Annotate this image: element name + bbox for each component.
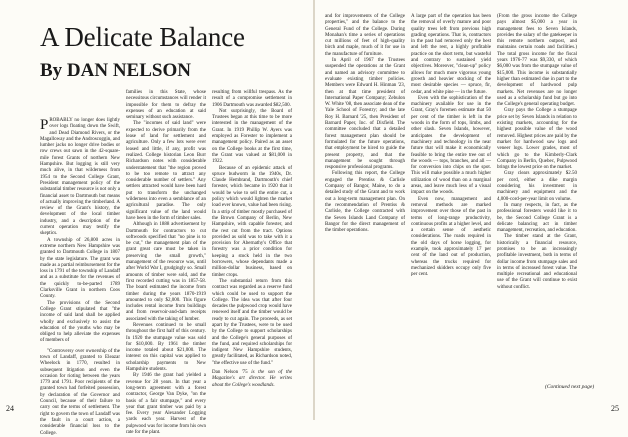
left-column-2 [126,90,206,436]
author-bio-name: Dan Nelson '75 [212,370,248,376]
right-column-1 [325,14,405,406]
paragraph: Although in 1888 advertisement by Dartmouth for contractors to cut softwoods specified that "no pine is to be cut," the management plan of the grant great care must be taken in preserving the small growth," management of the resource was, until after World War I, grudgingly so. Small amounts of timber were sold, and the first recorded cutting was in 1857-58. The board estimated the income from timber during the years 1870-1919 amounted to only $2,000. This figure includes rental income from buildings and from reservoir-and-dam receipts associated with the taking of lumber. [126,222,206,322]
paragraph: Gray pays the College a stumpage price set by Seven Islands in relation to existing markets, accounting for the highest possible value of the wood removed. Highest prices are paid by the market for hardwood saw logs and veneer logs. Lower grades, most of which go to the Kimberly-Clark Company in Berlin, Quebec, Pulpwood brings the lowest price on the market. [497,108,577,171]
paragraph: The provisions of the Second College Grant stipulated that "the income of said land shall be applied wholly and exclusively to assist the education of the youths who may be obliged to help alleviate the expenses of members of [40,300,120,344]
paragraph: The timber stand at the Grant, historically a financial resource, promises to be an increasingly profitable investment, both in terms of dollar income from stumpage sales and in terms of increased forest value. The multiple recreational and educational use of the Grant will continue to exist without conflict. [497,234,577,290]
drop-cap: P [40,117,49,133]
left-page [0,0,313,436]
paragraph: resulting from willful trespass. As the result of a compromise settlement in 1906 Dartmouth was awarded $82,500. [212,90,292,108]
paragraph: Gray clears approximately $2.50 per cord, either a dike margin considering his investment in machinery and equipment and the 4,000-cord-per-year limit on volume. [497,171,577,202]
paragraph: In April of 1967 the Trustees suspended the operations at the Grant and named an advisory committee to evaluate existing timber policies. Members were Edward H. Hinman '23, then at that time president of International Paper Company; Zebulon W. White '08, then associate dean of the Yale School of Forestry; and the late Roy H. Barnard '25, then President of Barnard Paper, Inc. of Dixfield. The committee concluded that a detailed forest management plan should be formulated for the future operations, that employment be hired to guide the present property, and that the management be sought through responsive professional programs. [325,58,405,171]
paragraph: In many respects, in fact, as the professional foresters would like it to be, the Second College Grant is a delicate balancing act in timber management, recreation, and education. [497,202,577,234]
paragraph: Following this report, the College engaged the Prentiss & Carlisle Company of Bangor, Maine, to do a detailed study of the Grant and to work out a long-term management plan. On the recommendation of Prentiss & Carlisle, the College contracted with the Seven Islands Land Company of Bangor for the direct management of the timber operations. [325,171,405,234]
article-title: A Delicate Balance [40,22,245,52]
paragraph: and for improvements of the College properties," and the balance to the General Fund of the College. During Monahan's time a series of operations cut millions of feet of high-quality birch and maple, much of it for use in the manufacture of furniture. [325,14,405,57]
paragraph: Not surprisingly, the Board of Trustees began at this time to be more interested in the management of the Grant. In 1919 Phillip W. Ayers was employed as Forester to implement a management policy. Paired as an asset on the College books at the first time, the Grant was valued at $81,000 in 1922. [212,108,292,165]
author-bio-text: is the son of the Magazine's art director. He writes about the College's woodlands. [212,370,293,388]
page-number-left: 24 [6,404,14,413]
footnote: "Controversy over ownership of the town of Landaff, granted to Eleazar Wheelock in 1770, resulted in subsequent litigation and even the occasion for rioting between the years 1779 and 1791. Poor recipients of the granted town had forfeited possession, by declaration of the Governor and Council, because of their failure to carry out the terms of settlement. The right to govern the town of Landaff was the fault in a court action, a considerable financial loss to the College. [40,348,120,436]
paragraph: Revenues continued to be small throughout the first half of this century. In 1920 the stumpage value was sold for $10,000. By 1961 the timber income totaled about $21,000. The interest on this capital was applied to scholarship payments to New Hampshire students. [126,322,206,373]
left-column-1 [40,117,120,436]
continued-note: (Continued next page) [545,384,595,390]
paragraph: By 1946 the grant had yielded a revenue for 28 years. In that year a long-term agreement with a forest contractor, George Van Dyke, "on the basis of a fair stumpage," and every year that grant timber was paid by a fee. Every year Alexander Logging yards each year. Harvest of the pulpwood was for income from his own rate for the plant. [126,373,206,436]
paragraph: (From the gross income the College pays almost $5,000 a year in management fees to Seven Islands, provides the salary of the gatekeeper in this remote northern outpost, and maintains certain roads and facilities.) The total gross income for the fiscal years 1976-77 was $9,330, of which $6,000 was from the stumpage value of $15,000. This income is substantially higher than estimated due in part to the development of hardwood pulp markets. Net revenues are no longer used as a scholarship fund but go into the College's general operating budget. [497,14,577,108]
author-bio [212,370,292,389]
article-byline: By DAN NELSON [40,60,191,81]
left-column-3 [212,90,292,406]
paragraph: The substantial return from this contract was regarded as a reserve fund which could be used to support the College. The idea was that after four decades the pulpwood crop would have renewed itself and the timber would be ready to cut again. The proceeds, as set apart by the Trustees, were to be used by the College to support scholarships and the College's general purposes of the fund, and required scholarships for indigent New Hampshire students, greatly facilitated, as Richardson noted, "the effective use of the fund." [212,278,292,366]
paragraph: Because of an epidemic attack of spruce budworm in the 1940s, Dr. Claude Hembrand, Dartmouth's chief forester, which became in 1920 that it would be wise to sell the entire cut, a policy which would lighten the market load ever known, value had been rising. In a strip of timber mostly purchased of the Brown Company of Berlin, New Hampshire, with capable forester, and the rest cut from the tract. Options provided as sold was to take with it a provision for Abernathy's Office that forestry was a prior condition for keeping a stock held in the two borrowers, whose dependants made a million-dollar business, based on timber crops. [212,165,292,278]
right-page [315,0,628,420]
right-column-3 [497,14,577,392]
paragraph: The "incomes of said land" were expected to derive primarily from the lease of land for settlement and agriculture. Only a few lots were ever leased and little, if any, profit was realized. College historian Leon Burr Richardson notes with considerable understatement that "the region proved to be too remote to attract any considerable number of settlers." Any settlers attracted would have been hard put to transform the unchanged wilderness into even a semblance of an agricultural paradise. The only significant value of the land would have been in the form of timber sales. [126,121,206,221]
right-column-2 [411,14,491,406]
paragraph: A large part of the operation has been the removal of overly mature and poor quality trees left from previous high grading operations. That is, contractors in the past had removed only the best and left the rest, a highly profitable practice on the short term, but wasteful and contrary to sustained yield objectives. Moreover, "clean-up" policy allows for much more vigorous young growth and heavier stocking of the most desirable species — spruce, fir, cedar, and white pine — in the future. [411,14,491,95]
paragraph: families in this State, whose necessitous circumstances will render it impossible for them to defray the expenses of an education at said seminary without such assistance. [126,90,206,121]
paragraph: A township of 26,800 acres in extreme northern New Hampshire was granted to Dartmouth College in 1807 by the state legislature. The grant was made as a partial reimbursement for the loss in 1791 of the township of Landaff and as a substitute for the revenues of the quickly to-be-parted 1789 Clarksville Grant in northern Coos County. [40,237,120,300]
paragraph: Even now, management and removal methods are marked improvement over those of the past in terms of long-range productivity, continuous profits at a higher level, and a certain sense of aesthetic considerations. The roads required in the old days of horse logging, for example, took approximately 17 per cent of the land out of production, whereas the trucks required for mechanized skidders occupy only five per cent. [411,196,491,278]
paragraph-text: ROBABLY no longer does lightly over logs floating down the Swift, and Dead Diamond Rivers, or the Magalloway and the Androscoggin, and lumber jacks no longer drive bodies or row crews out sawn in the 42-square-mile forest Grants of northern New Hampshire. But logging is still very much alive, in that wilderness from 1954 to the Second College Grant, President management policy of the substantial timber resource is not only a financial asset to Dartmouth but means of actually improving the timberland. A review of the Grant's history, the development of the local timber industry, and a description of the current operation may testify the skeptics. [40,118,120,237]
paragraph [40,118,120,238]
page-number-right: 25 [611,404,619,413]
paragraph: Even with the sophistication of the machinery available for use in the Grant, Gray's foremen estimate that 50 per cent of the timber is left in the woods in the form of tops, limbs, and other slash. Seven Islands, however, anticipates the development of machinery and technology in the near future that will make it economically feasible to bring the entire tree out of the woods — tops, branches, and all — for conversion into chips on the spot. This will make possible a much higher utilization of wood than on a marginal areas, and leave much less of a visual impact on the woods. [411,95,491,196]
